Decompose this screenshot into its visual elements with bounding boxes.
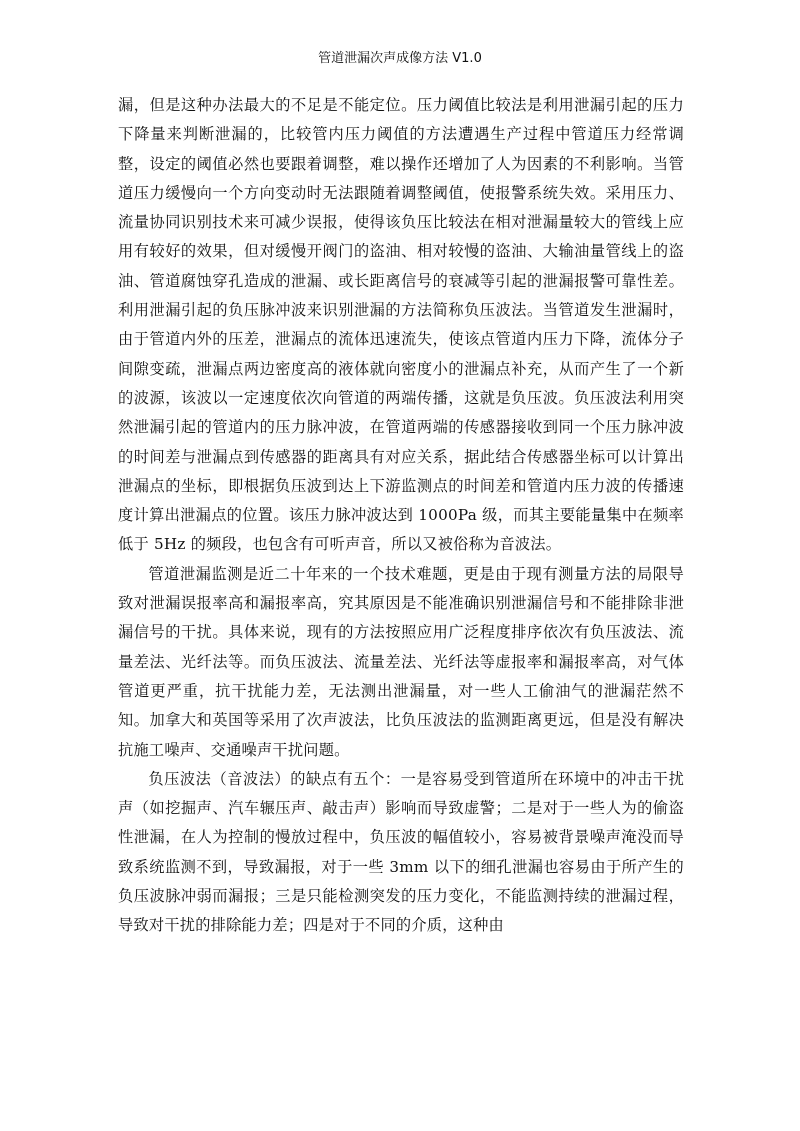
document-body [118,91,684,941]
paragraph-monitoring-challenges: 管道泄漏监测是近二十年来的一个技术难题，更是由于现有测量方法的局限导致对泄漏误报率高和漏报率高，究其原因是不能准确识别泄漏信号和不能排除非泄漏信号的干扰。具体来说，现有的方法按照应用广泛程度排序依次有负压波法、流量差法、光纤法等。而负压波法、流量差法、光纤法等虚报率和漏报率高，对气体管道更严重，抗干扰能力差，无法测出泄漏量，对一些人工偷油气的泄漏茫然不知。加拿大和英国等采用了次声波法，比负压波法的监测距离更远，但是没有解决抗施工噪声、交通噪声干扰问题。 [118,564,684,759]
page-header-title: 管道泄漏次声成像方法 V1.0 [318,51,482,66]
paragraph-negative-pressure-drawbacks: 负压波法（音波法）的缺点有五个：一是容易受到管道所在环境中的冲击干扰声（如挖掘声、汽车辗压声、敲击声）影响而导致虚警；二是对于一些人为的偷盗性泄漏，在人为控制的慢放过程中，负压波的幅值较小，容易被背景噪声淹没而导致系统监测不到，导致漏报，对于一些 3mm 以下的细孔泄漏也容易由于所产生的负压波脉冲弱而漏报；三是只能检测突发的压力变化，不能监测持续的泄漏过程，导致对干扰的排除能力差；四是对于不同的介质，这种由 [118,769,684,935]
paragraph-continued: 漏，但是这种办法最大的不足是不能定位。压力阈值比较法是利用泄漏引起的压力下降量来判断泄漏的，比较管内压力阈值的方法遭遇生产过程中管道压力经常调整，设定的阈值必然也要跟着调整，难以操作还增加了人为因素的不利影响。当管道压力缓慢向一个方向变动时无法跟随着调整阈值，使报警系统失效。采用压力、流量协同识别技术来可减少误报，使得该负压比较法在相对泄漏量较大的管线上应用有较好的效果，但对缓慢开阀门的盗油、相对较慢的盗油、大输油量管线上的盗油、管道腐蚀穿孔造成的泄漏、或长距离信号的衰减等引起的泄漏报警可靠性差。利用泄漏引起的负压脉冲波来识别泄漏的方法简称负压波法。当管道发生泄漏时，由于管道内外的压差，泄漏点的流体迅速流失，使该点管道内压力下降，流体分子间隙变疏，泄漏点两边密度高的液体就向密度小的泄漏点补充，从而产生了一个新的波源，该波以一定速度依次向管道的两端传播，这就是负压波。负压波法利用突然泄漏引起的管道内的压力脉冲波，在管道两端的传感器接收到同一个压力脉冲波的时间差与泄漏点到传感器的距离具有对应关系，据此结合传感器坐标可以计算出泄漏点的坐标，即根据负压波到达上下游监测点的时间差和管道内压力波的传播速度计算出泄漏点的位置。该压力脉冲波达到 1000Pa 级，而其主要能量集中在频率低于 5Hz 的频段，也包含有可听声音，所以又被俗称为音波法。 [118,96,684,554]
